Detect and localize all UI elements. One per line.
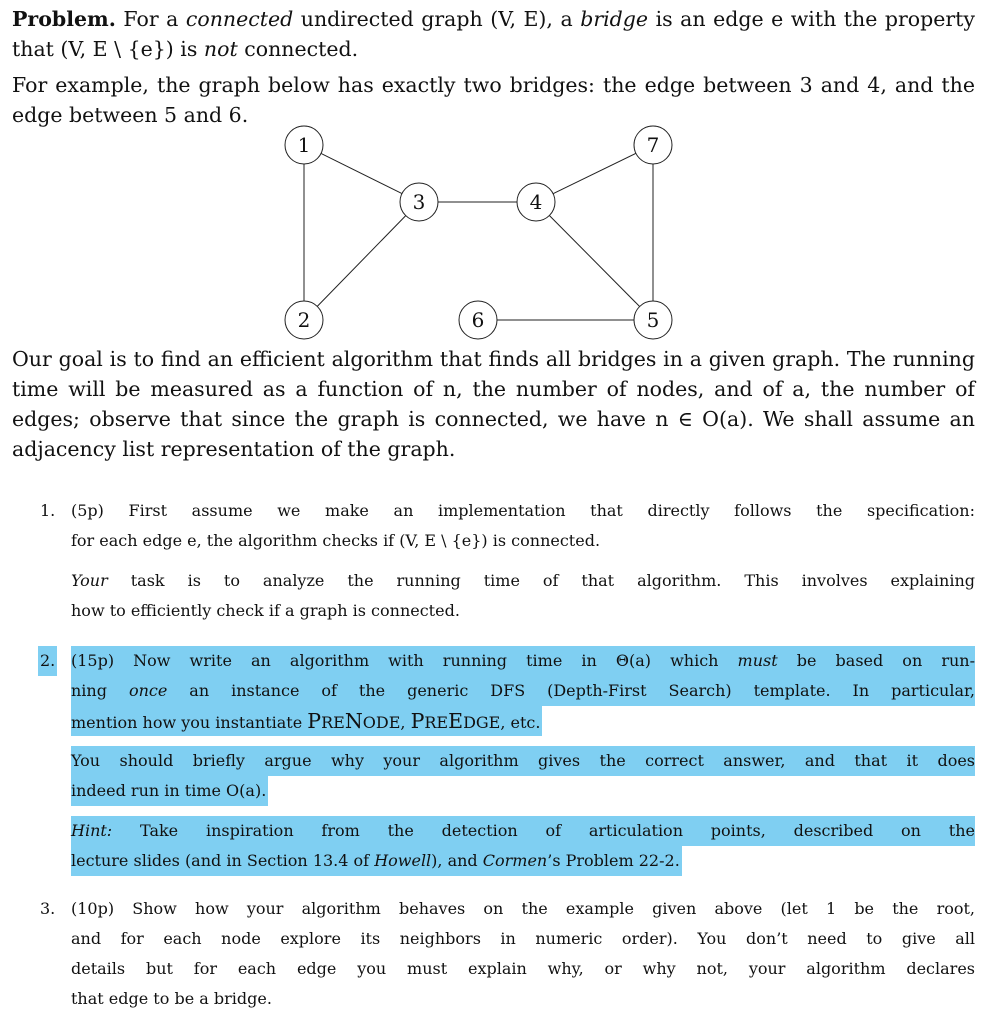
example-graph (0, 118, 997, 348)
item-body (71, 496, 975, 626)
emphasis: not (203, 37, 238, 61)
text-span: be based on run- (796, 651, 975, 670)
item-1-line-1: (5p) First assume we make an implementation that directly follows the specification: (71, 501, 975, 520)
graph-node-label: 6 (471, 308, 485, 332)
item-2-line-3 (71, 706, 975, 736)
emphasis: Howell (374, 851, 432, 870)
item-body (71, 894, 975, 1014)
text-span: ’s Problem 22-2. (547, 851, 680, 870)
graph-node-2 (285, 301, 323, 339)
emphasis: bridge (580, 7, 649, 31)
smallcaps: RE (424, 713, 449, 732)
item-1-line-4: how to efficiently check if a graph is connected. (71, 601, 460, 620)
smallcaps: ODE (362, 713, 401, 732)
item-number: 3. (40, 899, 56, 918)
text-span: is an edge e with the property (655, 7, 975, 31)
graph-node-label: 4 (529, 190, 543, 214)
graph-node-1 (285, 126, 323, 164)
goal-line-3: edges; observe that since the graph is connected, we have n ∈ O(a). We shall assume an (12, 407, 975, 431)
graph-svg (0, 118, 997, 348)
emphasis: Hint: (71, 821, 113, 840)
text-span: (15p) Now write an algorithm with running time in Θ(a) which (71, 651, 719, 670)
item-2-line-2 (71, 676, 975, 706)
text-span: mention how you instantiate (71, 713, 303, 732)
graph-node-label: 7 (646, 133, 660, 157)
emphasis: once (128, 681, 168, 700)
problem-line-1 (12, 4, 975, 34)
text-span: ), and (431, 851, 478, 870)
item-3-line-4: that edge to be a bridge. (71, 989, 272, 1008)
item-2-line-1 (71, 646, 975, 676)
graph-node-label: 1 (297, 133, 311, 157)
item-2-line-6 (71, 816, 975, 846)
highlighted-text (71, 846, 682, 876)
text-span: task is to analyze the running time of that algorithm. This involves explaining (130, 571, 976, 590)
text-span: For a (123, 7, 179, 31)
graph-node-label: 3 (412, 190, 426, 214)
text-span: Take inspiration from the detection of articulation points, described on the (140, 821, 975, 840)
graph-node-6 (459, 301, 497, 339)
emphasis: Cormen (482, 851, 548, 870)
graph-node-label: 2 (297, 308, 311, 332)
text-span: ning (71, 681, 107, 700)
graph-node-label: 5 (646, 308, 660, 332)
goal-line-4: adjacency list representation of the graph. (12, 437, 456, 461)
goal-line-1: Our goal is to find an efficient algorithm that finds all bridges in a given graph. The running (12, 347, 975, 371)
graph-edges (304, 153, 653, 320)
problem-line-4: edge between 5 and 6. (12, 103, 249, 127)
emphasis: Your (71, 571, 108, 590)
goal-line-2: time will be measured as a function of n, the number of nodes, and of a, the number of (12, 377, 975, 401)
text-span: , etc. (500, 713, 541, 732)
text-span: an instance of the generic DFS (Depth-First Search) template. In particular, (189, 681, 975, 700)
highlighted-text: indeed run in time O(a). (71, 776, 268, 806)
text-span: connected. (244, 37, 359, 61)
graph-node-4 (517, 183, 555, 221)
item-number: 1. (40, 501, 56, 520)
graph-node-7 (634, 126, 672, 164)
smallcaps: DGE (463, 713, 501, 732)
emphasis: must (737, 651, 778, 670)
item-body (71, 646, 975, 876)
problem-line-3: For example, the graph below has exactly two bridges: the edge between 3 and 4, and the (12, 73, 975, 97)
smallcaps: E (448, 709, 464, 733)
smallcaps: P (410, 709, 425, 733)
problem-section (12, 4, 975, 130)
item-3-line-1: (10p) Show how your algorithm behaves on the example given above (let 1 be the root, (71, 899, 975, 918)
smallcaps: P (307, 709, 322, 733)
graph-nodes (285, 126, 672, 339)
graph-node-3 (400, 183, 438, 221)
highlighted-text (71, 706, 542, 736)
problem-heading: Problem. (12, 7, 116, 31)
item-2-line-4: You should briefly argue why your algorithm gives the correct answer, and that it does (71, 746, 975, 776)
item-3-line-2: and for each node explore its neighbors in numeric order). You don’t need to give all (71, 929, 975, 948)
graph-node-5 (634, 301, 672, 339)
smallcaps: N (344, 709, 363, 733)
problem-line-2 (12, 34, 975, 64)
item-1-line-2: for each edge e, the algorithm checks if (V, E \ {e}) is connected. (71, 531, 601, 550)
goal-section (12, 344, 975, 464)
text-span: that (V, E \ {e}) is (12, 37, 198, 61)
graph-edge-1-3 (321, 153, 402, 193)
text-span: undirected graph (V, E), a (300, 7, 573, 31)
item-1-line-3 (71, 566, 975, 596)
item-2-line-7 (71, 846, 975, 876)
graph-edge-4-5 (549, 215, 639, 306)
item-number: 2. (38, 646, 57, 676)
text-span: lecture slides (and in Section 13.4 of (71, 851, 370, 870)
graph-edge-4-7 (553, 153, 636, 193)
text-span: , (400, 713, 406, 732)
graph-edge-2-3 (317, 216, 405, 307)
item-3-line-3: details but for each edge you must explain why, or why not, your algorithm declares (71, 959, 975, 978)
smallcaps: RE (321, 713, 345, 732)
emphasis: connected (185, 7, 294, 31)
item-2-line-5 (71, 776, 975, 806)
